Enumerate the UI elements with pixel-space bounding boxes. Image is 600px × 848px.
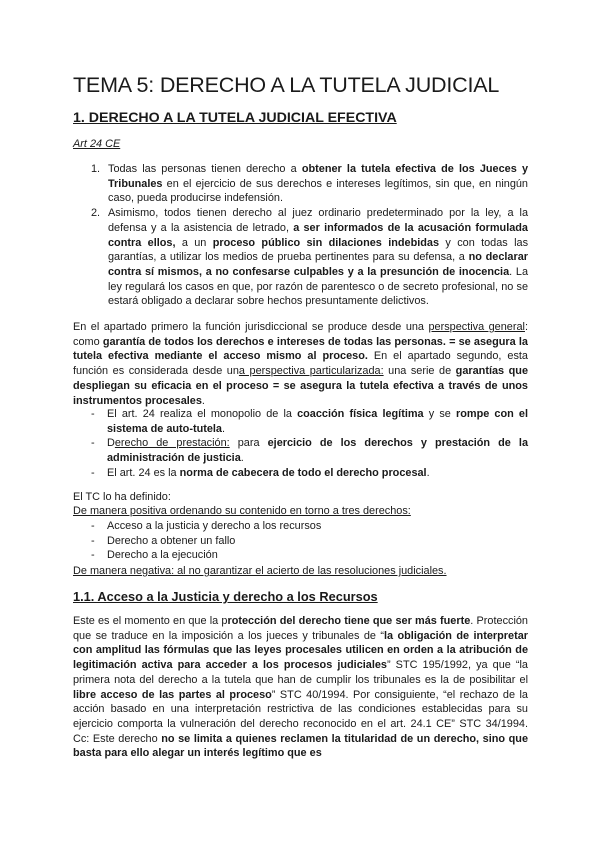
article-label: Art 24 CE (73, 138, 121, 150)
list-item: - Derecho a obtener un fallo (91, 534, 236, 547)
document-title: TEMA 5: DERECHO A LA TUTELA JUDICIAL (73, 73, 500, 97)
list-item: - Derecho a la ejecución (91, 549, 218, 562)
features-list (73, 407, 528, 481)
rights-list (73, 519, 528, 563)
list-item: - El art. 24 es la norma de cabecera de todo el derecho procesal. (91, 466, 430, 479)
positive-label: De manera positiva ordenando su contenido en torno a tres derechos: (73, 505, 411, 517)
list-item: - Acceso a la justicia y derecho a los recursos (91, 520, 322, 532)
negative-label: De manera negativa: al no garantizar el acierto de las resoluciones judiciales. (73, 565, 447, 577)
article-list (73, 162, 528, 309)
section-heading: 1. DERECHO A LA TUTELA JUDICIAL EFECTIVA (73, 110, 397, 126)
article-item-1: 1. Todas las personas tienen derecho a obtener la tutela efectiva de los Jueces y Tribunales en el ejercicio de sus derechos e intereses legítimos, sin que, en ningún caso, pueda producirse indefensión. (91, 163, 528, 205)
paragraph-perspectives: En el apartado primero la función jurisdiccional se produce desde una perspectiva general: como garantía de todos los derechos e intereses de todas las personas. = se asegura la tutela efectiva mediante el acceso mismo al proceso. En el apartado segundo, esta función es considerada desde una perspectiva particularizada: una serie de garantías que despliegan su eficacia en el proceso = se asegura la tutela efectiva a través de unos instrumentos procesales. (73, 321, 528, 407)
paragraph-access: Este es el momento en que la protección del derecho tiene que ser más fuerte. Protección que se traduce en la imposición a los jueces y tribunales de “la obligación de interpretar con amplitud las fórmulas que las leyes procesales utilicen en orden a la atribución de legitimación activa para acceder a los procesos judiciales” STC 195/1992, ya que “la primera nota del derecho a la tutela que han de cumplir los tribunales es la de posibilitar el libre acceso de las partes al proceso” STC 40/1994. Por consiguiente, “el rechazo de la acción basado en una interpretación restrictiva de las condiciones establecidas para su ejercicio comporta la vulneración del derecho reconocido en el art. 24.1 CE” STC 34/1994. Cc: Este derecho no se limita a quienes reclamen la titularidad de un derecho, sino que basta para ello alegar un interés legítimo que es (73, 615, 528, 760)
tc-intro: El TC lo ha definido: (73, 491, 171, 503)
list-item: - Derecho de prestación: para ejercicio de los derechos y prestación de la administración de justicia. (91, 437, 528, 465)
subsection-heading: 1.1. Acceso a la Justicia y derecho a los Recursos (73, 589, 378, 604)
list-item: - El art. 24 realiza el monopolio de la coacción física legítima y se rompe con el sistema de auto-tutela. (91, 408, 529, 435)
article-item-2: 2. Asimismo, todos tienen derecho al juez ordinario predeterminado por la ley, a la defensa y a la asistencia de letrado, a ser informados de la acusación formulada contra ellos, a un proceso público sin dilaciones indebidas y con todas las garantías, a utilizar los medios de prueba pertinentes para su defensa, a no declarar contra sí mismos, a no confesarse culpables y a la presunción de inocencia. La ley regulará los casos en que, por razón de parentesco o de secreto profesional, no se estará obligado a declarar sobre hechos presuntamente delictivos. (91, 207, 529, 308)
